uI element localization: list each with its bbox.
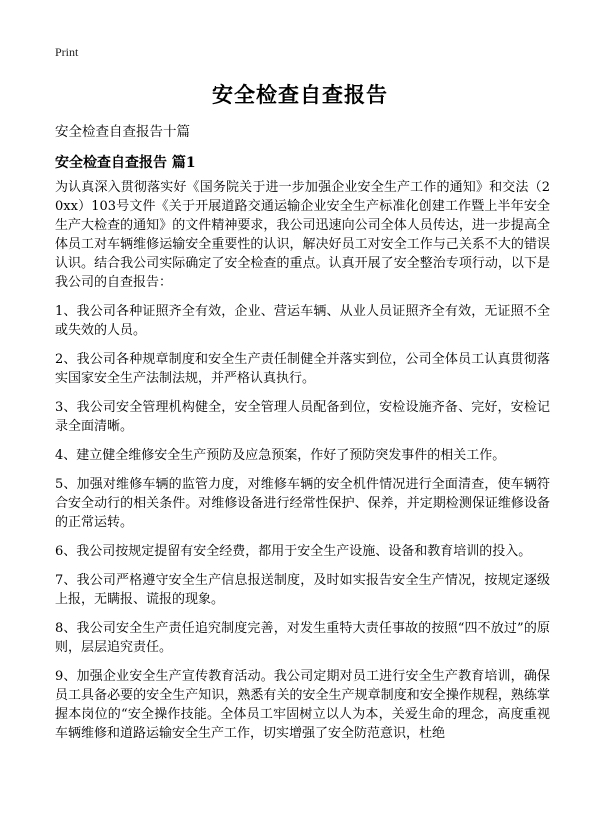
list-item: 7、我公司严格遵守安全生产信息报送制度，及时如实报告安全生产情况，按规定逐级上报，无瞒报、谎报的现象。 — [55, 573, 550, 607]
list-item: 8、我公司安全生产责任追究制度完善，对发生重特大责任事故的按照“四不放过”的原则，层层追究责任。 — [55, 621, 550, 655]
list-item: 3、我公司安全管理机构健全，安全管理人员配备到位，安检设施齐备、完好，安检记录全面清晰。 — [55, 400, 550, 434]
document-subtitle: 安全检查自查报告十篇 — [55, 124, 190, 140]
list-item: 6、我公司按规定提留有安全经费，都用于安全生产设施、设备和教育培训的投入。 — [55, 544, 532, 559]
print-label: Print — [55, 45, 79, 59]
list-item: 2、我公司各种规章制度和安全生产责任制健全并落实到位，公司全体员工认真贯彻落实国家安全生产法制法规，并严格认真执行。 — [55, 352, 550, 386]
document-body — [55, 178, 550, 753]
list-item: 9、加强企业安全生产宣传教育活动。我公司定期对员工进行安全生产教育培训，确保员工具备必要的安全生产知识，熟悉有关的安全生产规章制度和安全操作规程，熟练掌握本岗位的“安全操作技能。全体员工牢固树立以人为本，关爱生命的理念，高度重视车辆维修和道路运输安全生产工作，切实增强了安全防范意识，杜绝 — [55, 669, 550, 741]
list-item: 5、加强对维修车辆的监管力度，对维修车辆的安全机件情况进行全面清查，使车辆符合安全动行的相关条件。对维修设备进行经常性保护、保养，并定期检测保证维修设备的正常运转。 — [55, 477, 550, 530]
list-item: 4、建立健全维修安全生产预防及应急预案，作好了预防突发事件的相关工作。 — [55, 448, 506, 463]
section-title: 安全检查自查报告 篇1 — [55, 155, 196, 171]
list-item: 1、我公司各种证照齐全有效，企业、营运车辆、从业人员证照齐全有效，无证照不全或失效的人员。 — [55, 304, 550, 338]
intro-paragraph: 为认真深入贯彻落实好《国务院关于进一步加强企业安全生产工作的通知》和交法（20xx）103号文件《关于开展道路交通运输企业安全生产标准化创建工作暨上半年安全生产大检查的通知》的文件精神要求，我公司迅速向公司全体人员传达，进一步提高全体员工对车辆维修运输安全重要性的认识，解决好员工对安全工作与己关系不大的错误认识。结合我公司实际确定了安全检查的重点。认真开展了安全整治专项行动，以下是我公司的自查报告： — [55, 180, 550, 290]
page-title: 安全检查自查报告 — [212, 83, 388, 107]
